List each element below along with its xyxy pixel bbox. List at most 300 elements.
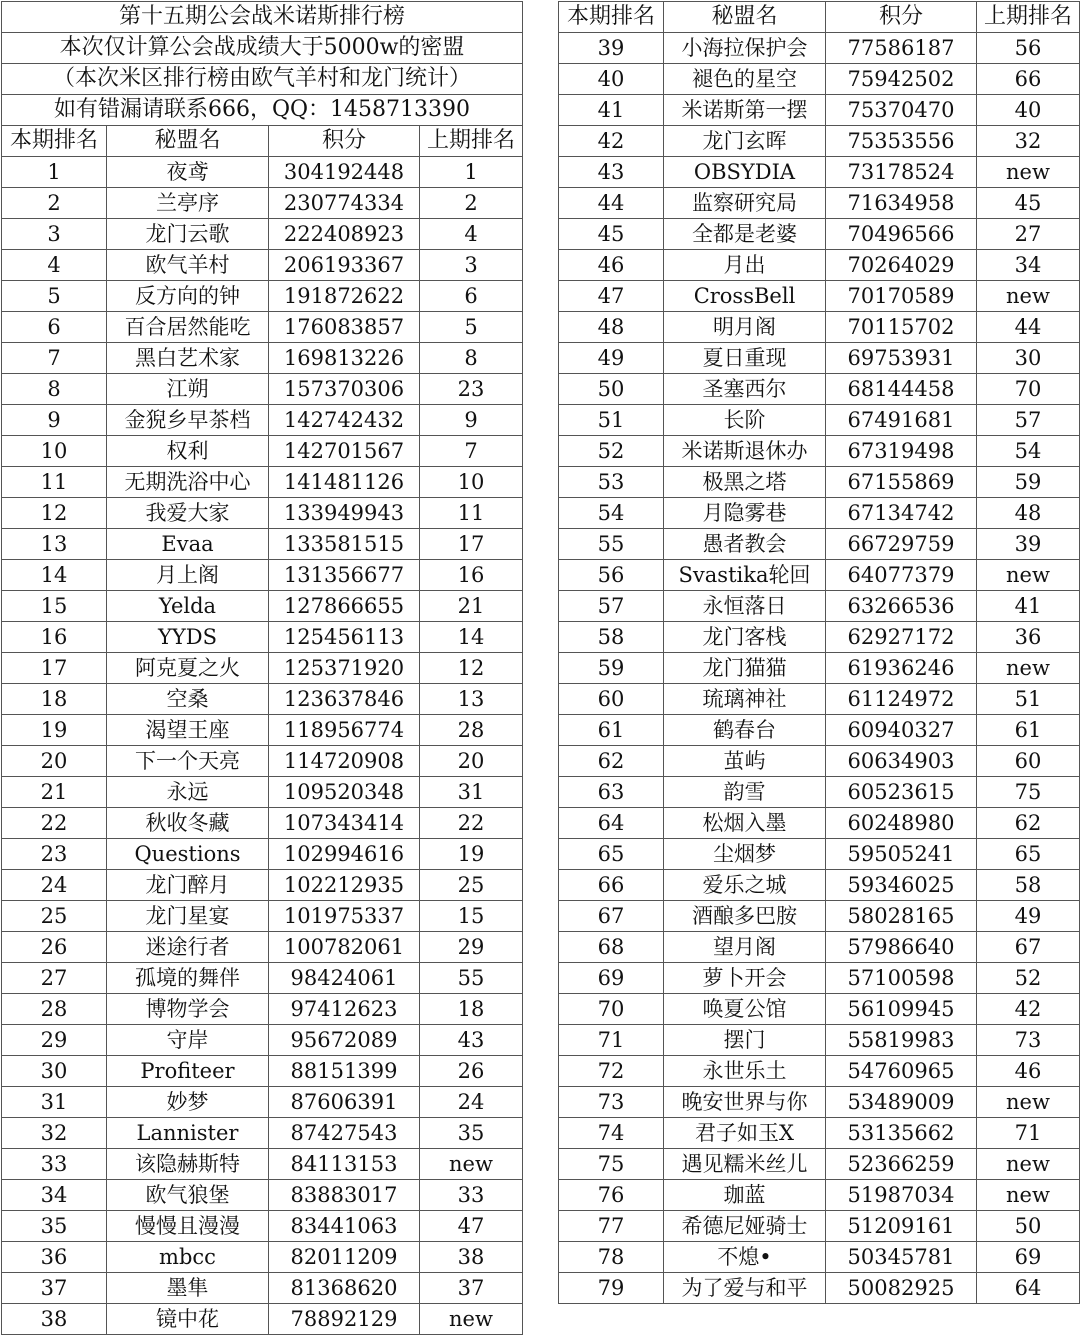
- prev-rank-cell: 49: [977, 901, 1080, 932]
- table-row: [559, 157, 1080, 188]
- rank-cell: 36: [2, 1242, 107, 1273]
- prev-rank-cell: 73: [977, 1025, 1080, 1056]
- score-cell: 60523615: [826, 777, 977, 808]
- table-row: [2, 684, 523, 715]
- rank-cell: 5: [2, 281, 107, 312]
- score-cell: 125371920: [269, 653, 420, 684]
- guild-name-cell: 月出: [664, 250, 826, 281]
- table-row: [2, 715, 523, 746]
- score-cell: 70264029: [826, 250, 977, 281]
- prev-rank-cell: 41: [977, 591, 1080, 622]
- score-cell: 70115702: [826, 312, 977, 343]
- prev-rank-cell: 75: [977, 777, 1080, 808]
- score-cell: 57100598: [826, 963, 977, 994]
- prev-rank-cell: 71: [977, 1118, 1080, 1149]
- score-cell: 60248980: [826, 808, 977, 839]
- table-row: [2, 250, 523, 281]
- rank-cell: 45: [559, 219, 664, 250]
- table-row: [2, 405, 523, 436]
- prev-rank-cell: 1: [420, 157, 523, 188]
- guild-name-cell: 永远: [107, 777, 269, 808]
- prev-rank-cell: 54: [977, 436, 1080, 467]
- rank-cell: 77: [559, 1211, 664, 1242]
- table-row: [559, 839, 1080, 870]
- table-row: [559, 436, 1080, 467]
- table-row: [559, 126, 1080, 157]
- score-cell: 61936246: [826, 653, 977, 684]
- rank-cell: 44: [559, 188, 664, 219]
- table-row: [2, 932, 523, 963]
- score-cell: 97412623: [269, 994, 420, 1025]
- rank-cell: 66: [559, 870, 664, 901]
- rank-cell: 48: [559, 312, 664, 343]
- guild-name-cell: 守岸: [107, 1025, 269, 1056]
- guild-name-cell: 博物学会: [107, 994, 269, 1025]
- rank-cell: 58: [559, 622, 664, 653]
- rank-cell: 20: [2, 746, 107, 777]
- rank-cell: 49: [559, 343, 664, 374]
- table-row: [559, 529, 1080, 560]
- prev-rank-cell: 45: [977, 188, 1080, 219]
- table-row: [2, 622, 523, 653]
- rank-cell: 1: [2, 157, 107, 188]
- table-row: [559, 95, 1080, 126]
- score-cell: 59505241: [826, 839, 977, 870]
- prev-rank-cell: 51: [977, 684, 1080, 715]
- guild-name-cell: 兰亭序: [107, 188, 269, 219]
- rank-cell: 25: [2, 901, 107, 932]
- score-cell: 176083857: [269, 312, 420, 343]
- table-row: [559, 560, 1080, 591]
- guild-name-cell: 爱乐之城: [664, 870, 826, 901]
- guild-name-cell: 空桑: [107, 684, 269, 715]
- prev-rank-cell: 44: [977, 312, 1080, 343]
- score-cell: 52366259: [826, 1149, 977, 1180]
- guild-name-cell: 为了爱与和平: [664, 1273, 826, 1304]
- prev-rank-cell: 29: [420, 932, 523, 963]
- prev-rank-cell: 2: [420, 188, 523, 219]
- guild-name-cell: 全都是老婆: [664, 219, 826, 250]
- rank-cell: 76: [559, 1180, 664, 1211]
- guild-name-cell: 百合居然能吃: [107, 312, 269, 343]
- guild-name-cell: Evaa: [107, 529, 269, 560]
- score-cell: 50345781: [826, 1242, 977, 1273]
- table-row: [559, 1087, 1080, 1118]
- score-cell: 169813226: [269, 343, 420, 374]
- rank-cell: 67: [559, 901, 664, 932]
- prev-rank-cell: new: [420, 1149, 523, 1180]
- guild-name-cell: 龙门客栈: [664, 622, 826, 653]
- prev-rank-cell: 26: [420, 1056, 523, 1087]
- rank-cell: 78: [559, 1242, 664, 1273]
- table-row: [559, 994, 1080, 1025]
- title-row: [2, 2, 523, 33]
- prev-rank-cell: 22: [420, 808, 523, 839]
- guild-name-cell: 夜鸢: [107, 157, 269, 188]
- guild-name-cell: 我爱大家: [107, 498, 269, 529]
- table-row: [559, 33, 1080, 64]
- prev-rank-cell: new: [977, 157, 1080, 188]
- rank-cell: 56: [559, 560, 664, 591]
- guild-name-cell: 萝卜开会: [664, 963, 826, 994]
- table-row: [2, 963, 523, 994]
- score-cell: 118956774: [269, 715, 420, 746]
- table-row: [559, 1242, 1080, 1273]
- guild-name-cell: 龙门醉月: [107, 870, 269, 901]
- guild-name-cell: 龙门猫猫: [664, 653, 826, 684]
- score-cell: 67319498: [826, 436, 977, 467]
- guild-name-cell: mbcc: [107, 1242, 269, 1273]
- rank-cell: 69: [559, 963, 664, 994]
- guild-name-cell: 不熄•: [664, 1242, 826, 1273]
- prev-rank-cell: 10: [420, 467, 523, 498]
- guild-name-cell: 无期洗浴中心: [107, 467, 269, 498]
- guild-name-cell: 月隐雾巷: [664, 498, 826, 529]
- prev-rank-cell: 52: [977, 963, 1080, 994]
- table-row: [559, 467, 1080, 498]
- prev-rank-cell: 48: [977, 498, 1080, 529]
- guild-name-cell: Svastika轮回: [664, 560, 826, 591]
- guild-name-cell: 褪色的星空: [664, 64, 826, 95]
- prev-rank-cell: 35: [420, 1118, 523, 1149]
- table-row: [559, 64, 1080, 95]
- guild-name-cell: 权利: [107, 436, 269, 467]
- table-row: [559, 870, 1080, 901]
- prev-rank-cell: 14: [420, 622, 523, 653]
- prev-rank-cell: 36: [977, 622, 1080, 653]
- score-cell: 60940327: [826, 715, 977, 746]
- score-cell: 133949943: [269, 498, 420, 529]
- rank-cell: 35: [2, 1211, 107, 1242]
- table-row: [2, 1118, 523, 1149]
- table-row: [559, 374, 1080, 405]
- table-row: [2, 653, 523, 684]
- table-row: [2, 312, 523, 343]
- guild-name-cell: 黑白艺术家: [107, 343, 269, 374]
- guild-name-cell: 琉璃神社: [664, 684, 826, 715]
- prev-rank-cell: 8: [420, 343, 523, 374]
- prev-rank-cell: 5: [420, 312, 523, 343]
- rank-cell: 40: [559, 64, 664, 95]
- table-row: [2, 1087, 523, 1118]
- table-row: [559, 932, 1080, 963]
- guild-name-cell: 鹤春台: [664, 715, 826, 746]
- rank-cell: 27: [2, 963, 107, 994]
- rank-cell: 24: [2, 870, 107, 901]
- prev-rank-cell: new: [977, 1087, 1080, 1118]
- col-header-rank: 本期排名: [2, 126, 107, 157]
- guild-name-cell: 珈蓝: [664, 1180, 826, 1211]
- rank-cell: 55: [559, 529, 664, 560]
- table-row: [2, 1180, 523, 1211]
- score-cell: 55819983: [826, 1025, 977, 1056]
- rank-cell: 72: [559, 1056, 664, 1087]
- guild-name-cell: 遇见糯米丝儿: [664, 1149, 826, 1180]
- table-row: [2, 777, 523, 808]
- guild-name-cell: 摆门: [664, 1025, 826, 1056]
- guild-name-cell: 唤夏公馆: [664, 994, 826, 1025]
- note-row: [2, 64, 523, 95]
- guild-name-cell: Lannister: [107, 1118, 269, 1149]
- score-cell: 98424061: [269, 963, 420, 994]
- rank-cell: 11: [2, 467, 107, 498]
- score-cell: 67155869: [826, 467, 977, 498]
- prev-rank-cell: 27: [977, 219, 1080, 250]
- rank-cell: 13: [2, 529, 107, 560]
- rank-cell: 6: [2, 312, 107, 343]
- score-cell: 50082925: [826, 1273, 977, 1304]
- prev-rank-cell: 39: [977, 529, 1080, 560]
- score-cell: 62927172: [826, 622, 977, 653]
- table-row: [2, 746, 523, 777]
- score-cell: 70170589: [826, 281, 977, 312]
- prev-rank-cell: 57: [977, 405, 1080, 436]
- note-row: [2, 33, 523, 64]
- guild-name-cell: 晚安世界与你: [664, 1087, 826, 1118]
- table-row: [559, 1211, 1080, 1242]
- rank-cell: 12: [2, 498, 107, 529]
- prev-rank-cell: 23: [420, 374, 523, 405]
- score-cell: 82011209: [269, 1242, 420, 1273]
- prev-rank-cell: 65: [977, 839, 1080, 870]
- score-cell: 142701567: [269, 436, 420, 467]
- score-cell: 87427543: [269, 1118, 420, 1149]
- rank-cell: 18: [2, 684, 107, 715]
- table-row: [2, 1273, 523, 1304]
- table-row: [559, 808, 1080, 839]
- table-row: [2, 1211, 523, 1242]
- score-cell: 61124972: [826, 684, 977, 715]
- table-row: [2, 188, 523, 219]
- prev-rank-cell: 19: [420, 839, 523, 870]
- score-cell: 127866655: [269, 591, 420, 622]
- rank-cell: 52: [559, 436, 664, 467]
- guild-name-cell: 慢慢且漫漫: [107, 1211, 269, 1242]
- rank-cell: 17: [2, 653, 107, 684]
- prev-rank-cell: 50: [977, 1211, 1080, 1242]
- score-cell: 109520348: [269, 777, 420, 808]
- table-row: [2, 343, 523, 374]
- guild-name-cell: 监察研究局: [664, 188, 826, 219]
- prev-rank-cell: 42: [977, 994, 1080, 1025]
- rank-cell: 59: [559, 653, 664, 684]
- prev-rank-cell: 34: [977, 250, 1080, 281]
- rank-cell: 4: [2, 250, 107, 281]
- rank-cell: 39: [559, 33, 664, 64]
- score-cell: 133581515: [269, 529, 420, 560]
- guild-name-cell: 韵雪: [664, 777, 826, 808]
- score-cell: 88151399: [269, 1056, 420, 1087]
- table-row: [559, 901, 1080, 932]
- rank-cell: 43: [559, 157, 664, 188]
- guild-name-cell: 永恒落日: [664, 591, 826, 622]
- score-cell: 131356677: [269, 560, 420, 591]
- prev-rank-cell: 61: [977, 715, 1080, 746]
- guild-name-cell: 米诺斯退休办: [664, 436, 826, 467]
- table-row: [559, 405, 1080, 436]
- guild-name-cell: 永世乐土: [664, 1056, 826, 1087]
- guild-name-cell: CrossBell: [664, 281, 826, 312]
- rank-cell: 65: [559, 839, 664, 870]
- prev-rank-cell: 17: [420, 529, 523, 560]
- guild-name-cell: 阿克夏之火: [107, 653, 269, 684]
- score-cell: 51987034: [826, 1180, 977, 1211]
- score-cell: 77586187: [826, 33, 977, 64]
- rank-cell: 41: [559, 95, 664, 126]
- score-cell: 83883017: [269, 1180, 420, 1211]
- prev-rank-cell: 69: [977, 1242, 1080, 1273]
- score-cell: 57986640: [826, 932, 977, 963]
- table-row: [2, 157, 523, 188]
- score-cell: 51209161: [826, 1211, 977, 1242]
- guild-name-cell: 明月阁: [664, 312, 826, 343]
- guild-name-cell: 妙梦: [107, 1087, 269, 1118]
- table-row: [559, 777, 1080, 808]
- prev-rank-cell: 47: [420, 1211, 523, 1242]
- prev-rank-cell: 46: [977, 1056, 1080, 1087]
- rank-cell: 63: [559, 777, 664, 808]
- header-row: [559, 2, 1080, 33]
- col-header-guild: 秘盟名: [107, 126, 269, 157]
- rank-cell: 70: [559, 994, 664, 1025]
- guild-name-cell: 君子如玉X: [664, 1118, 826, 1149]
- prev-rank-cell: 21: [420, 591, 523, 622]
- rank-cell: 57: [559, 591, 664, 622]
- guild-name-cell: OBSYDIA: [664, 157, 826, 188]
- table-row: [559, 684, 1080, 715]
- rank-cell: 7: [2, 343, 107, 374]
- prev-rank-cell: 13: [420, 684, 523, 715]
- guild-name-cell: 极黑之塔: [664, 467, 826, 498]
- table-row: [559, 1180, 1080, 1211]
- guild-name-cell: 欧气狼堡: [107, 1180, 269, 1211]
- threshold-note: 本次仅计算公会战成绩大于5000w的密盟: [2, 33, 523, 64]
- score-cell: 68144458: [826, 374, 977, 405]
- table-row: [2, 436, 523, 467]
- score-cell: 125456113: [269, 622, 420, 653]
- guild-name-cell: 秋收冬藏: [107, 808, 269, 839]
- score-cell: 84113153: [269, 1149, 420, 1180]
- score-cell: 102212935: [269, 870, 420, 901]
- table-row: [559, 219, 1080, 250]
- prev-rank-cell: 11: [420, 498, 523, 529]
- table-row: [559, 622, 1080, 653]
- guild-name-cell: 月上阁: [107, 560, 269, 591]
- score-cell: 64077379: [826, 560, 977, 591]
- table-row: [2, 467, 523, 498]
- table-row: [2, 839, 523, 870]
- table-row: [2, 591, 523, 622]
- prev-rank-cell: 28: [420, 715, 523, 746]
- rank-cell: 22: [2, 808, 107, 839]
- rank-cell: 38: [2, 1304, 107, 1335]
- table-row: [2, 219, 523, 250]
- table-row: [2, 901, 523, 932]
- note-row: [2, 95, 523, 126]
- prev-rank-cell: 70: [977, 374, 1080, 405]
- guild-name-cell: 希德尼娅骑士: [664, 1211, 826, 1242]
- prev-rank-cell: 32: [977, 126, 1080, 157]
- score-cell: 70496566: [826, 219, 977, 250]
- prev-rank-cell: 16: [420, 560, 523, 591]
- rank-cell: 26: [2, 932, 107, 963]
- prev-rank-cell: 30: [977, 343, 1080, 374]
- guild-name-cell: 茧屿: [664, 746, 826, 777]
- credits-note: （本次米区排行榜由欧气羊村和龙门统计）: [2, 64, 523, 95]
- prev-rank-cell: 37: [420, 1273, 523, 1304]
- table-row: [559, 963, 1080, 994]
- prev-rank-cell: 12: [420, 653, 523, 684]
- rank-cell: 10: [2, 436, 107, 467]
- rank-cell: 14: [2, 560, 107, 591]
- rank-cell: 61: [559, 715, 664, 746]
- table-row: [2, 994, 523, 1025]
- rank-cell: 54: [559, 498, 664, 529]
- ranking-title: 第十五期公会战米诺斯排行榜: [2, 2, 523, 33]
- table-row: [2, 281, 523, 312]
- rank-cell: 8: [2, 374, 107, 405]
- guild-name-cell: 长阶: [664, 405, 826, 436]
- score-cell: 100782061: [269, 932, 420, 963]
- rank-cell: 33: [2, 1149, 107, 1180]
- guild-name-cell: 迷途行者: [107, 932, 269, 963]
- score-cell: 107343414: [269, 808, 420, 839]
- score-cell: 83441063: [269, 1211, 420, 1242]
- table-row: [559, 1056, 1080, 1087]
- score-cell: 157370306: [269, 374, 420, 405]
- col-header-prev-rank: 上期排名: [977, 2, 1080, 33]
- prev-rank-cell: 15: [420, 901, 523, 932]
- table-row: [559, 1025, 1080, 1056]
- rank-cell: 28: [2, 994, 107, 1025]
- guild-name-cell: 金猊乡早茶档: [107, 405, 269, 436]
- score-cell: 206193367: [269, 250, 420, 281]
- score-cell: 78892129: [269, 1304, 420, 1335]
- prev-rank-cell: 56: [977, 33, 1080, 64]
- table-row: [2, 560, 523, 591]
- table-row: [2, 1242, 523, 1273]
- guild-name-cell: 松烟入墨: [664, 808, 826, 839]
- guild-name-cell: 江朔: [107, 374, 269, 405]
- rank-cell: 50: [559, 374, 664, 405]
- score-cell: 123637846: [269, 684, 420, 715]
- score-cell: 141481126: [269, 467, 420, 498]
- rank-cell: 9: [2, 405, 107, 436]
- rank-cell: 64: [559, 808, 664, 839]
- prev-rank-cell: 7: [420, 436, 523, 467]
- table-row: [559, 1149, 1080, 1180]
- table-row: [2, 808, 523, 839]
- header-row: [2, 126, 523, 157]
- score-cell: 222408923: [269, 219, 420, 250]
- table-row: [2, 1025, 523, 1056]
- guild-name-cell: 镜中花: [107, 1304, 269, 1335]
- table-row: [559, 498, 1080, 529]
- contact-note: 如有错漏请联系666，QQ：1458713390: [2, 95, 523, 126]
- prev-rank-cell: 55: [420, 963, 523, 994]
- prev-rank-cell: new: [420, 1304, 523, 1335]
- rank-cell: 62: [559, 746, 664, 777]
- score-cell: 54760965: [826, 1056, 977, 1087]
- table-row: [2, 498, 523, 529]
- score-cell: 53489009: [826, 1087, 977, 1118]
- score-cell: 71634958: [826, 188, 977, 219]
- table-row: [559, 653, 1080, 684]
- score-cell: 67491681: [826, 405, 977, 436]
- rank-cell: 47: [559, 281, 664, 312]
- prev-rank-cell: 40: [977, 95, 1080, 126]
- score-cell: 75370470: [826, 95, 977, 126]
